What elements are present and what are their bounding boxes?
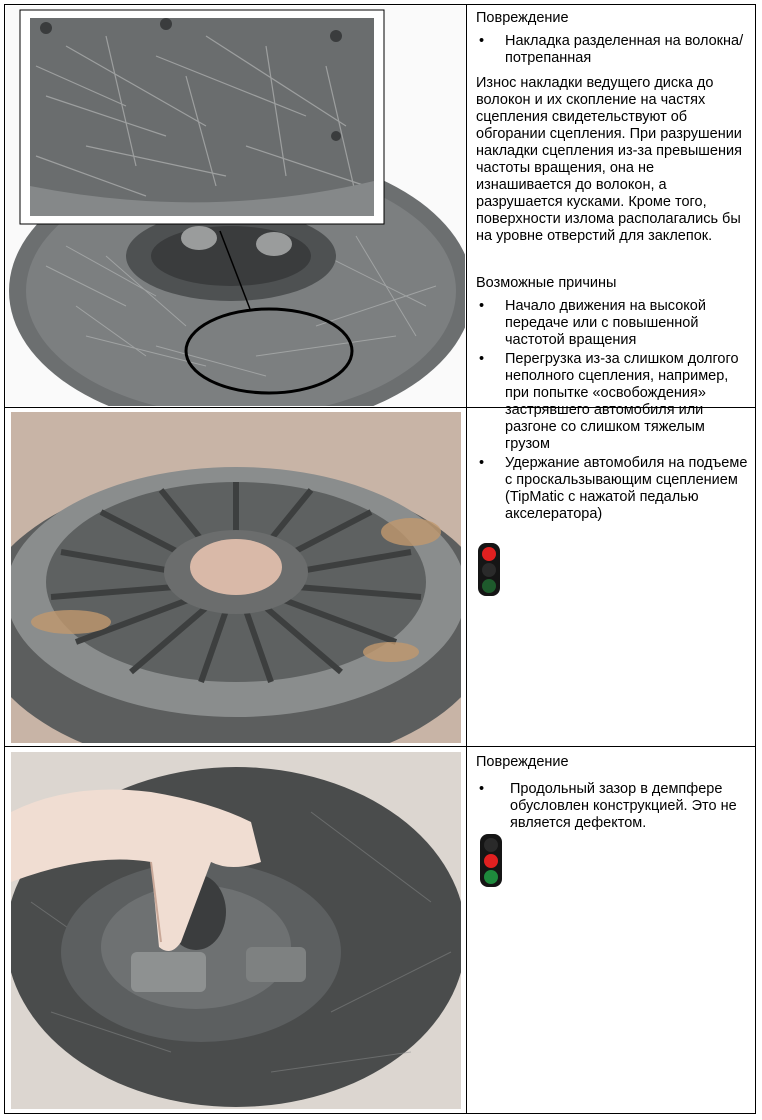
causes-heading: Возможные причины bbox=[476, 275, 617, 291]
damage-heading: Повреждение bbox=[476, 10, 569, 26]
light-bottom bbox=[482, 579, 496, 593]
pressure-plate-photo bbox=[11, 412, 461, 743]
damage-list bbox=[476, 33, 748, 67]
traffic-light-yellow-icon bbox=[480, 834, 502, 887]
row-divider bbox=[4, 746, 756, 747]
light-bottom bbox=[484, 870, 498, 884]
cause-item: • Удержание автомобиля на подъеме с проскальзывающим сцеплением (TipMatic с нажатой педалью акселератора) bbox=[476, 455, 748, 523]
damage-description-cell bbox=[476, 10, 748, 525]
description-paragraph: Износ накладки ведущего диска до волокон и их скопление на частях сцепления свидетельствуют об обгорании сцепления. При разрушении накладки сцепления из-за превышения частоты вращения, она не изнашивается до волокон, а разрушается кусками. Кроме того, поверхности излома располагались бы на уровне отверстий для заклепок. bbox=[476, 75, 742, 244]
damage-heading: Повреждение bbox=[476, 754, 569, 770]
damage-item: • Накладка разделенная на волокна/потрепанная bbox=[476, 33, 748, 67]
light-top bbox=[482, 547, 496, 561]
cause-item: • Перегрузка из-за слишком долгого неполного сцепления, например, при попытке «освобождения» застрявшего автомобиля или разгоне со слишком тяжелым грузом bbox=[476, 351, 748, 453]
light-top bbox=[484, 838, 498, 852]
light-middle bbox=[482, 563, 496, 577]
cause-item: • Начало движения на высокой передаче или с повышенной частотой вращения bbox=[476, 298, 748, 349]
driven-disc-photo bbox=[11, 752, 461, 1109]
clutch-disc-burnt-photo bbox=[6, 6, 465, 406]
damage-list bbox=[476, 781, 748, 832]
traffic-light-red-icon bbox=[478, 543, 500, 596]
column-divider bbox=[466, 4, 467, 1114]
causes-list bbox=[476, 298, 748, 523]
damage-item: • Продольный зазор в демпфере обусловлен конструкцией. Это не является дефектом. bbox=[476, 781, 748, 832]
damage-description-cell-2 bbox=[476, 754, 748, 834]
light-middle bbox=[484, 854, 498, 868]
